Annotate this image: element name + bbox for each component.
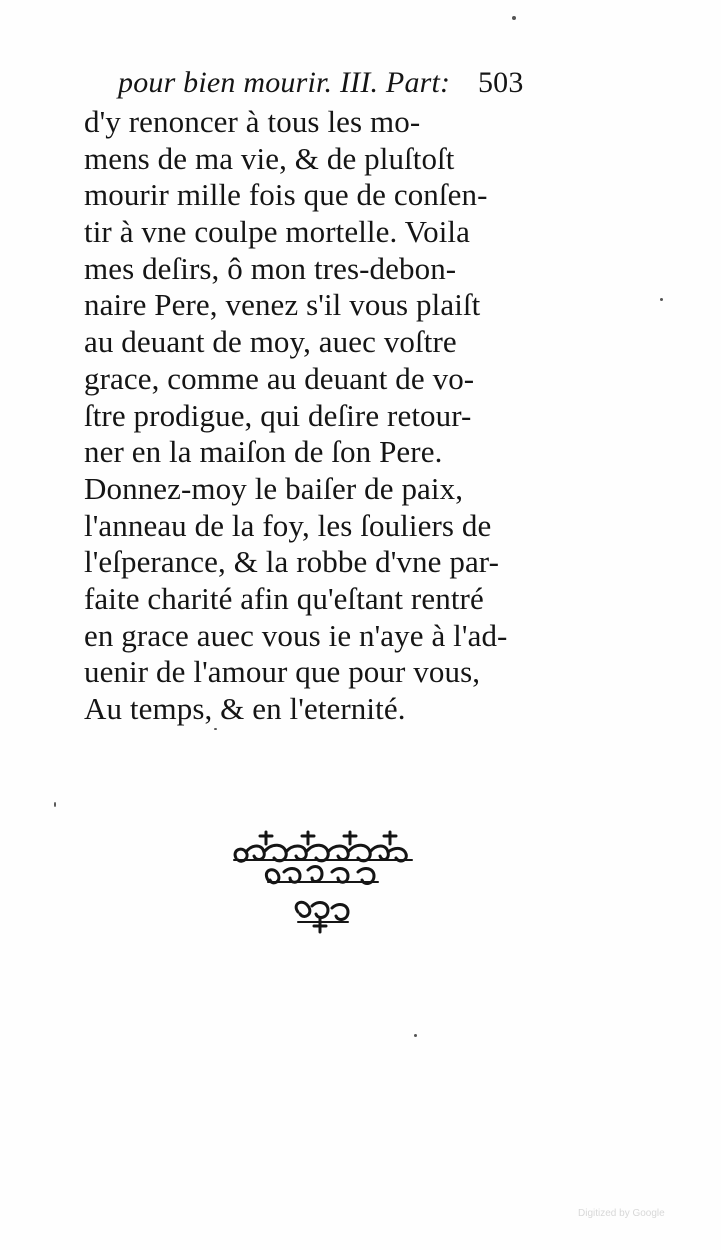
fleuron-tailpiece-icon (228, 822, 428, 962)
text-line: grace, comme au deuant de vo- (84, 360, 475, 396)
text-line: d'y renoncer à tous les mo- (84, 104, 421, 139)
paper-speck (660, 298, 663, 301)
running-head (118, 66, 568, 100)
text-line: faite charité afin qu'eſtant rentré (84, 580, 484, 616)
running-title: pour bien mourir. III. Part: (118, 66, 451, 99)
text-line: au deuant de moy, auec voſtre (84, 324, 457, 360)
text-line: Donnez-moy le baiſer de paix, (84, 470, 464, 506)
body-text (84, 104, 604, 728)
text-line: l'eſperance, & la robbe d'vne par- (84, 544, 500, 580)
paper-speck (512, 16, 516, 20)
page-number: 503 (477, 66, 524, 99)
paper-speck (54, 802, 56, 807)
text-line: ſtre prodigue, qui deſire retour- (84, 397, 472, 433)
text-line: naire Pere, venez s'il vous plaiſt (84, 287, 481, 323)
text-line: l'anneau de la foy, les ſouliers de (84, 507, 492, 543)
digitization-watermark: Digitized by Google (578, 1208, 665, 1219)
text-line: mourir mille fois que de conſen- (84, 177, 488, 213)
text-line: mens de ma vie, & de pluſtoſt (84, 140, 455, 176)
text-line: uenir de l'amour que pour vous, (84, 654, 481, 690)
text-line: ner en la maiſon de ſon Pere. (84, 434, 443, 470)
paper-speck (414, 1034, 417, 1037)
paper-speck (214, 728, 217, 730)
text-line: mes deſirs, ô mon tres-debon- (84, 250, 457, 286)
text-line: tir à vne coulpe mortelle. Voila (84, 214, 471, 250)
text-line: Au temps, & en l'eternité. (84, 691, 406, 726)
text-line: en grace auec vous ie n'aye à l'ad- (84, 617, 508, 653)
